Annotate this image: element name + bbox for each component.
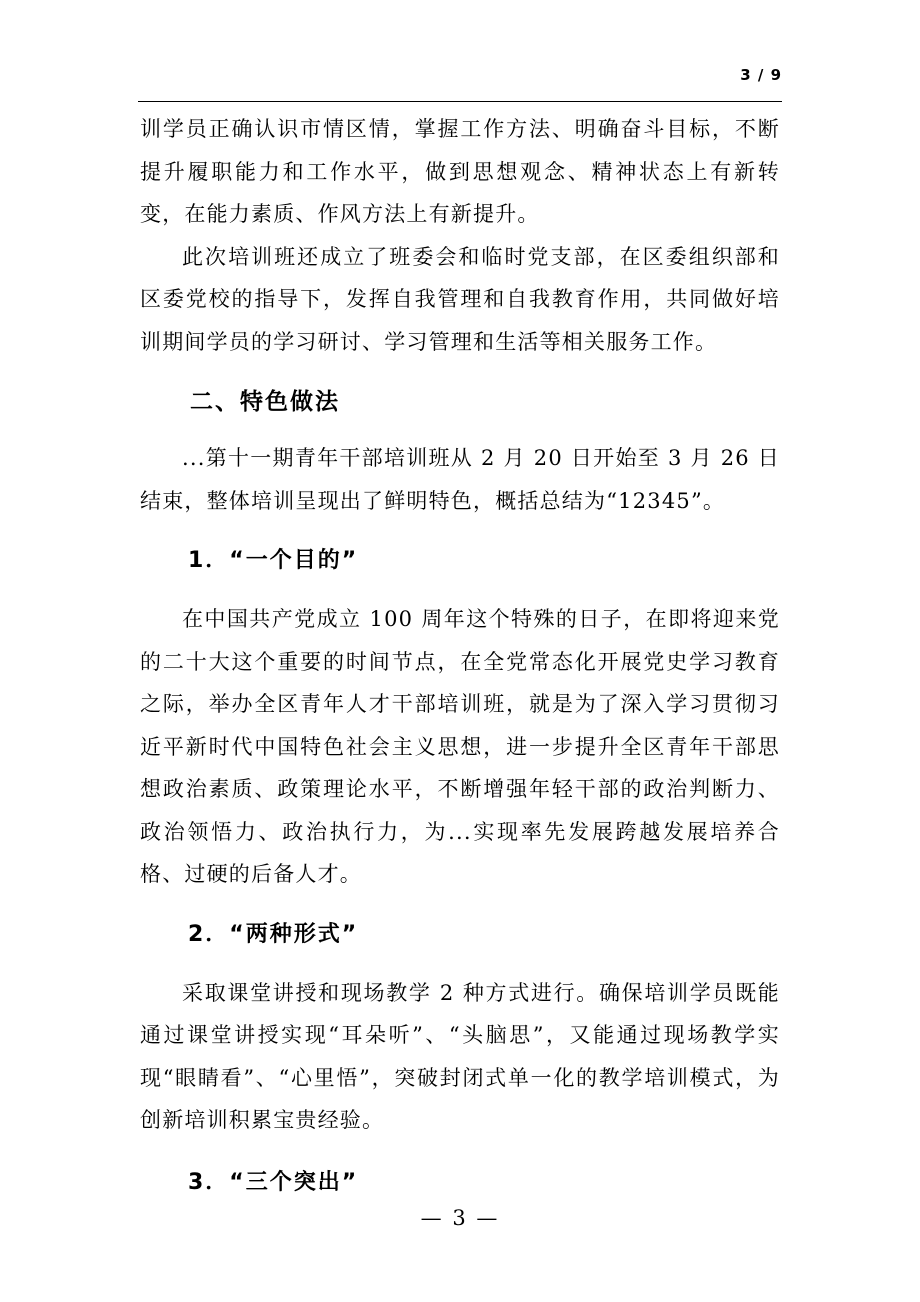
paragraph-two-forms: 采取课堂讲授和现场教学 2 种方式进行。确保培训学员既能通过课堂讲授实现“耳朵听”、“头脑思”，又能通过现场教学实现“眼睛看”、“心里悟”，突破封闭式单一化的教学培训模式，为创新培训积累宝贵经验。 bbox=[140, 980, 780, 1132]
section-heading-features: 二、特色做法 bbox=[190, 389, 340, 415]
item-heading-two-forms: 2．“两种形式” bbox=[188, 921, 359, 947]
document-body bbox=[140, 108, 780, 1204]
item-heading-three-highlights: 3．“三个突出” bbox=[188, 1169, 359, 1195]
paragraph-summary: ...第十一期青年干部培训班从 2 月 20 日开始至 3 月 26 日结束，整体培训呈现出了鲜明特色，概括总结为“12345”。 bbox=[140, 446, 780, 513]
paragraph-continued: 训学员正确认识市情区情，掌握工作方法、明确奋斗目标，不断提升履职能力和工作水平，做到思想观念、精神状态上有新转变，在能力素质、作风方法上有新提升。 bbox=[140, 117, 780, 226]
header-rule bbox=[138, 101, 782, 102]
page-number-footer: — 3 — bbox=[420, 1206, 500, 1230]
item-heading-one-purpose: 1．“一个目的” bbox=[188, 548, 359, 573]
paragraph-one-purpose: 在中国共产党成立 100 周年这个特殊的日子，在即将迎来党的二十大这个重要的时间节点，在全党常态化开展党史学习教育之际，举办全区青年人才干部培训班，就是为了深入学习贯彻习近平新时代中国特色社会主义思想，进一步提升全区青年干部思想政治素质、政策理论水平，不断增强年轻干部的政治判断力、政治领悟力、政治执行力，为...实现率先发展跨越发展培养合格、过硬的后备人才。 bbox=[140, 607, 780, 886]
page-counter: 3 / 9 bbox=[740, 66, 782, 84]
paragraph-class-committee: 此次培训班还成立了班委会和临时党支部，在区委组织部和区委党校的指导下，发挥自我管理和自我教育作用，共同做好培训期间学员的学习研讨、学习管理和生活等相关服务工作。 bbox=[140, 244, 780, 354]
